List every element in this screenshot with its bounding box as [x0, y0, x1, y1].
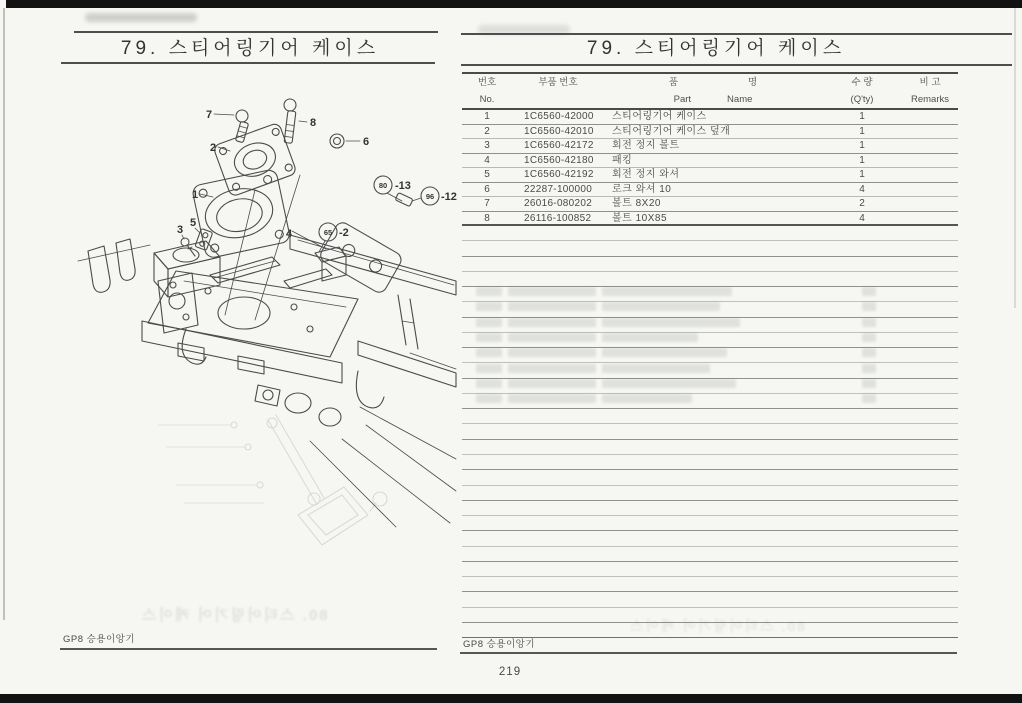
callout-1: 1 — [192, 189, 199, 201]
cell-qty: 1 — [859, 140, 865, 151]
cell-name: 회전 정지 볼트 — [612, 140, 680, 151]
ruled-line — [462, 272, 958, 287]
ruled-line — [462, 287, 958, 302]
ref-suffix-13: -13 — [395, 180, 411, 192]
chassis-frame — [78, 235, 456, 527]
cell-remarks — [902, 183, 958, 198]
cell-part-number: 1C6560-42172 — [524, 140, 594, 151]
steering-gear-case-drawing — [58, 85, 458, 595]
col-name-en-1: Part — [673, 94, 692, 105]
scan-edge-bottom — [0, 694, 1022, 703]
cell-qty: 1 — [859, 125, 865, 137]
ruled-line — [462, 592, 958, 607]
col-part-number — [512, 74, 604, 108]
page-title: 79. 스티어링기어 케이스 — [586, 38, 846, 59]
cell-name: 볼트 10X85 — [612, 212, 668, 224]
col-name — [604, 74, 822, 108]
ruled-line — [462, 486, 958, 501]
cell-no: 1 — [484, 111, 490, 122]
title-rule — [461, 33, 1012, 35]
cell-name: 패킹 — [612, 154, 633, 166]
exploded-parts-diagram — [58, 85, 458, 595]
bolt-7-part — [206, 109, 249, 143]
page-title: 79. 스티어링기어 케이스 — [120, 38, 380, 59]
ref-suffix-12: -12 — [441, 191, 457, 203]
ref-circle-80: 80 — [378, 181, 388, 190]
ref-circle-96: 96 — [425, 192, 435, 201]
footer-model-label: GP8 승용이앙기 — [63, 634, 136, 645]
pin-part — [395, 193, 413, 207]
col-qty-en: (Q'ty) — [850, 94, 874, 105]
cell-part-number: 26116-100852 — [524, 212, 592, 224]
bolt-8-part — [284, 99, 316, 143]
ruled-line — [462, 318, 958, 333]
cell-name: 로크 와셔 10 — [612, 183, 672, 195]
cell-remarks — [902, 154, 958, 169]
col-qty-ko: 수 량 — [851, 77, 873, 88]
ink-smudge — [85, 13, 197, 22]
cell-name: 스티어링기어 케이스 — [612, 111, 707, 122]
callout-4: 4 — [286, 228, 293, 240]
table-header — [462, 72, 958, 110]
ruled-line — [462, 531, 958, 546]
cell-qty: 4 — [859, 212, 865, 224]
ruled-line — [462, 363, 958, 378]
cell-part-number: 1C6560-42000 — [524, 111, 594, 122]
callout-8: 8 — [310, 117, 317, 129]
ruled-line — [462, 455, 958, 470]
table-row — [462, 197, 958, 212]
ruled-line — [462, 424, 958, 439]
col-no-ko: 번호 — [477, 77, 497, 88]
empty-ruled-rows — [462, 226, 958, 638]
table-row — [462, 139, 958, 154]
cell-no: 3 — [484, 140, 490, 151]
table-body — [462, 110, 958, 226]
table-row — [462, 154, 958, 169]
callout-7: 7 — [206, 109, 213, 121]
cell-no: 4 — [484, 154, 490, 166]
ruled-line — [462, 562, 958, 577]
cell-qty: 2 — [859, 198, 865, 209]
callout-2: 2 — [210, 142, 217, 154]
ruled-line — [462, 409, 958, 424]
bleed-through-title: 80. 스티어링기어 케이스 — [628, 618, 805, 634]
footer-rule — [460, 652, 957, 654]
figure-ref-96-12 — [412, 187, 457, 205]
cover-plate-part — [213, 122, 297, 197]
gear-case-part — [191, 169, 291, 259]
callout-5: 5 — [190, 217, 197, 229]
cell-part-number: 22287-100000 — [524, 183, 593, 195]
ruled-line — [462, 547, 958, 562]
cell-name: 스티어링기어 케이스 덮개 — [612, 125, 731, 137]
ruled-line — [462, 241, 958, 256]
ruled-line — [462, 516, 958, 531]
table-row — [462, 183, 958, 198]
col-remarks-en: Remarks — [910, 94, 949, 105]
page-edge-line — [1014, 8, 1016, 308]
cell-no: 5 — [484, 169, 490, 180]
ruled-line — [462, 257, 958, 272]
ruled-line — [462, 577, 958, 592]
cell-no: 2 — [484, 125, 490, 137]
parts-table — [462, 72, 958, 226]
cell-name: 회전 정지 와셔 — [612, 169, 680, 180]
col-name-en-2: Name — [727, 94, 753, 105]
table-row — [462, 110, 958, 125]
col-no — [462, 74, 512, 108]
cell-qty: 1 — [859, 111, 865, 122]
ruled-line — [462, 470, 958, 485]
col-name-ko-2: 명 — [748, 77, 758, 88]
cell-qty: 1 — [859, 169, 865, 180]
cell-no: 7 — [484, 198, 490, 209]
col-name-ko-1: 품 — [668, 77, 678, 88]
ruled-line — [462, 501, 958, 516]
cell-no: 6 — [484, 183, 490, 195]
col-qty — [822, 74, 902, 108]
callout-3: 3 — [177, 224, 184, 236]
col-part-number-ko: 부품 번호 — [538, 77, 578, 88]
ruled-line — [462, 379, 958, 394]
ruled-line — [462, 440, 958, 455]
col-no-en: No. — [479, 94, 495, 105]
cell-name: 볼트 8X20 — [612, 198, 661, 209]
bleed-through-shaft — [158, 415, 387, 545]
ruled-line — [462, 394, 958, 409]
page-fold-line — [3, 8, 5, 620]
bleed-through-title: 80. 스티어링기어 케이스 — [140, 607, 328, 624]
footer-model-label: GP8 승용이앙기 — [463, 639, 536, 650]
cell-part-number: 26016-080202 — [524, 198, 593, 209]
title-rule — [461, 64, 1012, 66]
cell-part-number: 1C6560-42010 — [524, 125, 594, 137]
cell-remarks — [902, 212, 958, 227]
cell-qty: 4 — [859, 183, 865, 195]
col-remarks — [902, 74, 958, 108]
cell-qty: 1 — [859, 154, 865, 166]
ruled-line — [462, 348, 958, 363]
scan-edge-top — [6, 0, 1022, 8]
ref-suffix-2: -2 — [339, 227, 349, 239]
cell-remarks — [902, 197, 958, 212]
title-rule — [74, 31, 438, 33]
figure-ref-80-13 — [374, 176, 411, 201]
footer-rule — [60, 648, 437, 650]
ruled-line — [462, 333, 958, 348]
cell-part-number: 1C6560-42180 — [524, 154, 594, 166]
cell-remarks — [902, 168, 958, 183]
page-number: 219 — [498, 666, 522, 678]
table-row — [462, 212, 958, 227]
cell-part-number: 1C6560-42192 — [524, 169, 594, 180]
washer-6-part — [330, 134, 369, 148]
table-row — [462, 168, 958, 183]
table-row — [462, 125, 958, 140]
cell-remarks — [902, 110, 958, 125]
callout-6: 6 — [363, 136, 370, 148]
cell-remarks — [902, 125, 958, 140]
cell-remarks — [902, 139, 958, 154]
cell-no: 8 — [484, 212, 490, 224]
ruled-line — [462, 302, 958, 317]
ref-circle-65: 65 — [323, 228, 333, 237]
title-rule — [61, 62, 435, 64]
ruled-line — [462, 226, 958, 241]
col-remarks-ko: 비 고 — [919, 77, 941, 88]
